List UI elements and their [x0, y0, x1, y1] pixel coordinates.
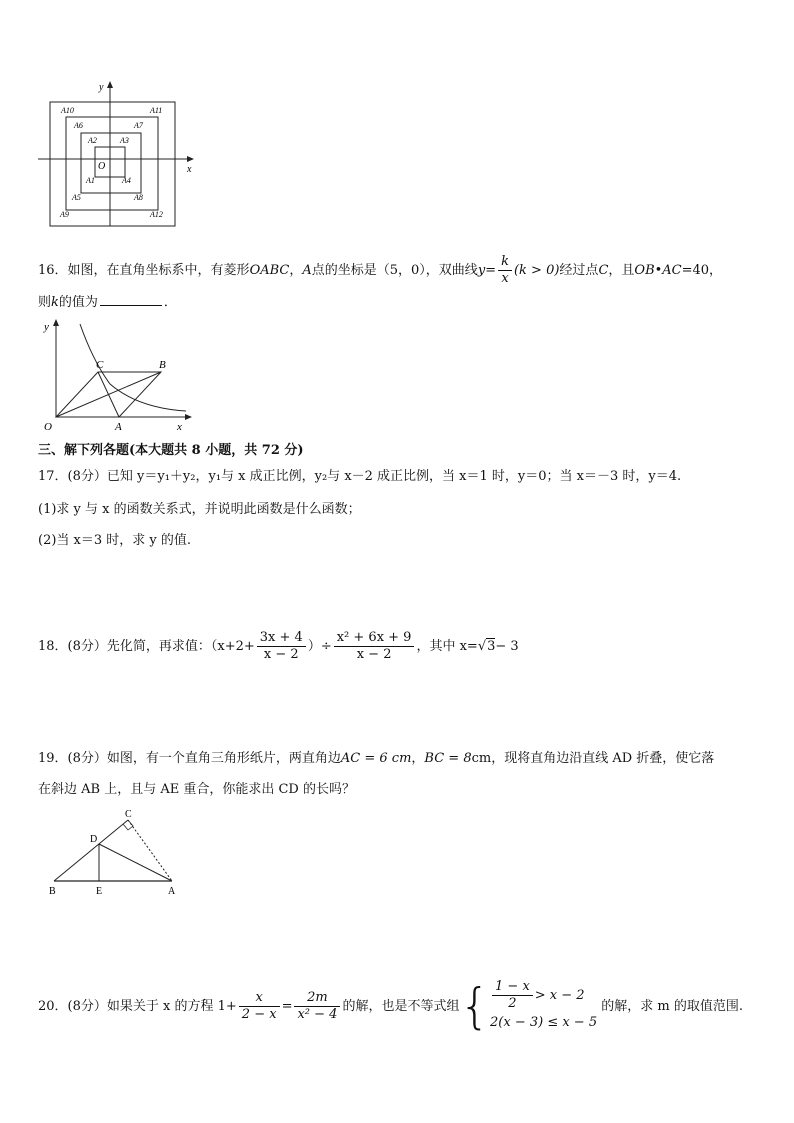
fig19-label-e: E [96, 886, 103, 897]
fig16-label-y: y [44, 321, 49, 333]
fig19-label-d: D [90, 834, 98, 845]
fig19-label-c: C [125, 809, 132, 820]
question-19-line-2: 在斜边 AB 上，且与 AE 重合，你能求出 CD 的长吗？ [38, 782, 355, 797]
fig16-label-b: B [159, 359, 166, 371]
q18-fraction-1 [257, 630, 306, 663]
fig19-label-a: A [168, 886, 176, 897]
q16-text-3: 点的坐标是（5，0），双曲线 [311, 263, 478, 278]
figure-rhombus-hyperbola [38, 316, 198, 434]
question-19-line-1 [38, 750, 714, 768]
y-axis-arrow [107, 81, 113, 88]
q20-eq: = [281, 999, 293, 1014]
q16-text-1: 如图，在直角坐标系中，有菱形 [67, 263, 250, 278]
fig16-label-a: A [115, 421, 122, 433]
label-a6: A6 [74, 121, 83, 130]
left-brace: { [459, 978, 491, 1035]
question-16-line-1 [38, 254, 722, 287]
question-17-part-2: (2)当 x＝3 时，求 y 的值. [38, 533, 192, 548]
inequality-1 [490, 979, 597, 1012]
q16-cond: OB•AC [634, 263, 682, 278]
q18-sqrt-arg: 3 [487, 639, 496, 654]
sqrt-sign: √ [477, 639, 487, 654]
q19-line1-a: 19．(8分）如图，有一个直角三角形纸片，两直角边 [38, 751, 341, 766]
segment-ca [128, 820, 172, 881]
label-a8: A8 [134, 193, 143, 202]
answer-blank[interactable] [100, 291, 162, 306]
question-20 [38, 978, 743, 1042]
diagonal-ac [98, 372, 119, 417]
q20-f2-num: 2m [294, 990, 340, 1007]
label-a5: A5 [72, 193, 81, 202]
q16-oabc: OABC [249, 263, 290, 278]
q20-f1-num: x [239, 990, 280, 1007]
origin-label: O [98, 161, 106, 172]
q20-one: 1+ [217, 999, 237, 1014]
q16-frac-num: k [498, 254, 512, 271]
q16-line2-c: ． [163, 295, 177, 310]
q16-k: k [51, 295, 59, 310]
q16-line2-a: 则 [38, 295, 52, 310]
q20-mid: 的解，也是不等式组 [342, 999, 460, 1014]
q18-minus: − 3 [495, 639, 519, 654]
q20-tail: 的解，求 m 的取值范围. [601, 999, 743, 1014]
label-a7: A7 [134, 121, 143, 130]
q20-s1-rest: > x − 2 [534, 988, 585, 1003]
q18-tail: ，其中 x= [416, 639, 478, 654]
figure-nested-squares [36, 80, 196, 230]
q16-a: A [302, 263, 312, 278]
question-17-part-1: (1)求 y 与 x 的函数关系式，并说明此函数是什么函数； [38, 502, 361, 517]
question-18 [38, 630, 519, 664]
q16-frac-den: x [501, 271, 509, 286]
fig16-label-x: x [177, 421, 182, 433]
label-a10: A10 [61, 106, 74, 115]
label-a2: A2 [88, 136, 97, 145]
label-a12: A12 [150, 210, 163, 219]
q16-eq-y: y [477, 263, 486, 278]
q19-sep: ， [411, 751, 425, 766]
q20-f1-den: 2 − x [241, 1007, 277, 1022]
fig16-x-arrow [185, 414, 192, 420]
q20-s1-frac [492, 979, 533, 1012]
q20-s1-num: 1 − x [492, 979, 533, 996]
label-a11: A11 [150, 106, 163, 115]
q16-text-4: 经过点 [559, 263, 599, 278]
x-axis-arrow [187, 156, 194, 162]
q16-number: 16． [38, 263, 68, 278]
question-16-line-2 [38, 291, 177, 312]
right-angle-mark [123, 820, 133, 830]
q16-text-2: ， [289, 263, 303, 278]
q19-bc: BC = 8 [424, 751, 472, 766]
q16-line2-b: 的值为 [58, 295, 98, 310]
fig16-label-c: C [96, 359, 104, 371]
q18-div: ）÷ [307, 639, 332, 654]
inequality-2: 2(x − 3) ≤ x − 5 [490, 1015, 598, 1030]
q16-text-5: ，且 [608, 263, 635, 278]
label-a9: A9 [60, 210, 69, 219]
q16-eq-sign: = [485, 263, 497, 278]
q16-c: C [598, 263, 609, 278]
q20-f2-den: x² − 4 [297, 1007, 338, 1022]
y-axis-label: y [99, 82, 104, 93]
q18-f1-num: 3x + 4 [257, 630, 306, 647]
q18-f2-num: x² + 6x + 9 [334, 630, 415, 647]
q16-fraction [498, 254, 512, 287]
label-a3: A3 [120, 136, 129, 145]
square-outer [50, 102, 175, 226]
fig16-label-o: O [44, 421, 52, 433]
x-axis-label: x [187, 164, 192, 175]
q20-label: 20．(8分）如果关于 x 的方程 [38, 999, 214, 1014]
section-3-title: 三、解下列各题(本大题共 8 小题，共 72 分) [38, 443, 304, 458]
fig16-y-arrow [53, 319, 59, 326]
segment-bc [54, 820, 128, 881]
segment-da [99, 844, 172, 881]
q16-text-6: =40， [681, 263, 723, 278]
q18-f1-den: x − 2 [263, 647, 299, 662]
q20-s1-den: 2 [508, 996, 517, 1011]
q18-label: 18．(8分）先化简，再求值：（x+2+ [38, 639, 255, 654]
q20-fraction-1 [239, 990, 280, 1023]
label-a1: A1 [86, 176, 95, 185]
question-17-line-1: 17．(8分）已知 y＝y₁＋y₂，y₁与 x 成正比例，y₂与 x－2 成正比例，当 x＝1 时，y＝0；当 x＝－3 时，y＝4. [38, 469, 682, 484]
q16-condition: (k > 0) [513, 263, 560, 278]
q19-line1-b: cm，现将直角边沿直线 AD 折叠，使它落 [471, 751, 715, 766]
figure-folded-triangle [40, 806, 190, 902]
inequality-system [490, 979, 597, 1034]
fig19-label-b: B [49, 886, 56, 897]
q19-ac: AC = 6 cm [340, 751, 412, 766]
q18-f2-den: x − 2 [356, 647, 392, 662]
q20-fraction-2 [294, 990, 340, 1023]
label-a4: A4 [122, 176, 131, 185]
q18-fraction-2 [334, 630, 415, 663]
